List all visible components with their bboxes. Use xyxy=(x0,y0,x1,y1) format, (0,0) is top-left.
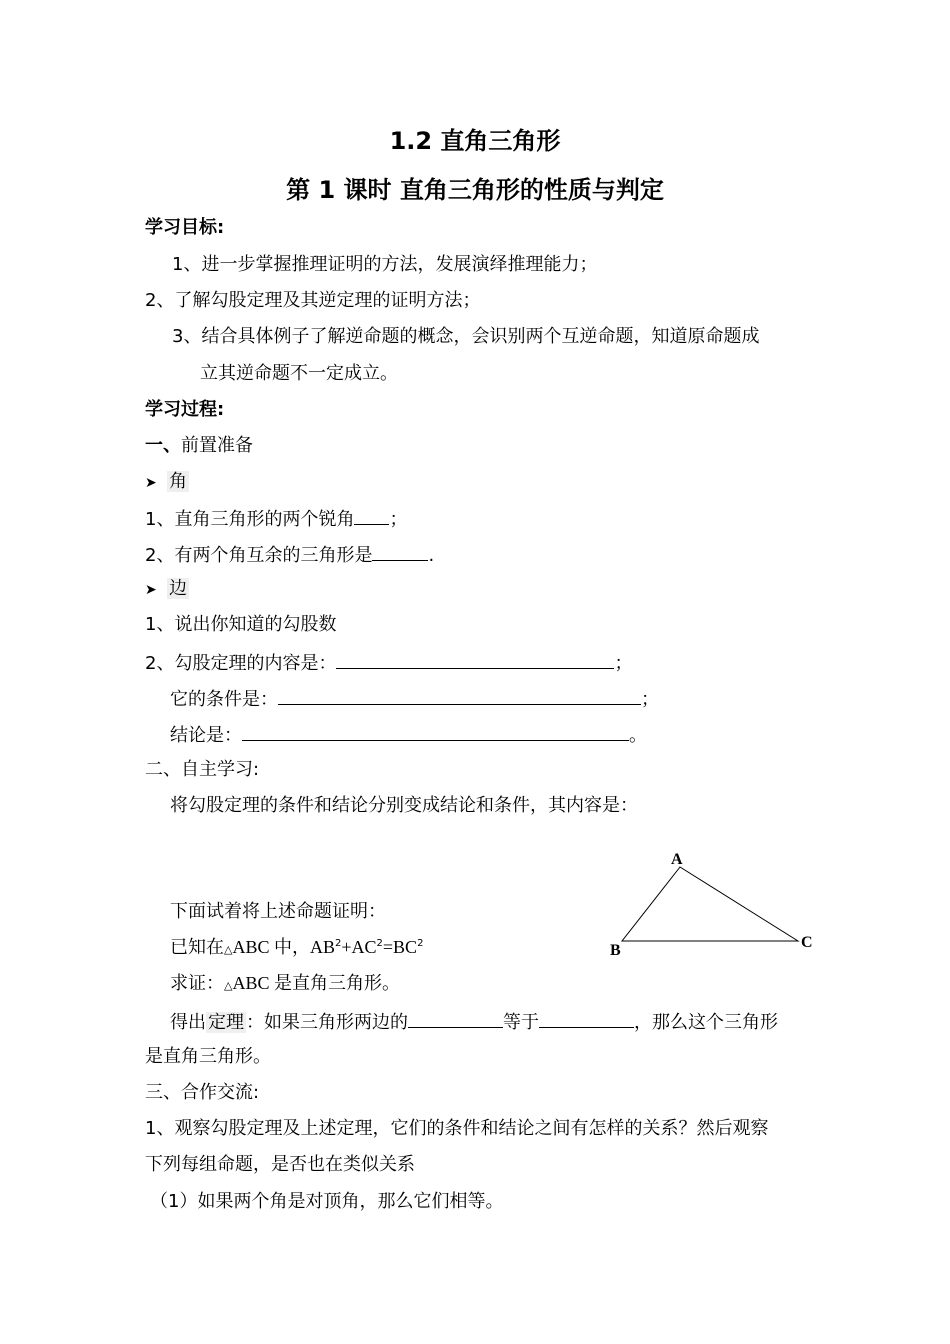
angle-label: 角 xyxy=(169,471,187,492)
exponent: 2 xyxy=(417,938,424,949)
objective-item-2: 2、了解勾股定理及其逆定理的证明方法； xyxy=(145,290,481,311)
theorem-highlight: 定理 xyxy=(208,1012,244,1033)
side-question-1: 1、说出你知道的勾股数 xyxy=(145,614,337,635)
theorem-suffix: ，那么这个三角形 xyxy=(634,1012,778,1033)
document-title: 1.2 直角三角形 xyxy=(389,127,561,155)
angle-subheading xyxy=(145,470,189,495)
given-mid: ABC 中，AB xyxy=(232,937,335,957)
section3-question-1-cont: 下列每组命题，是否也在类似关系 xyxy=(145,1154,415,1175)
triangle-symbol-icon: △ xyxy=(224,943,233,956)
given-statement xyxy=(170,935,423,962)
answer-blank[interactable] xyxy=(408,1009,503,1028)
try-prove-text: 下面试着将上述命题证明： xyxy=(170,901,386,922)
condition-text: 它的条件是： xyxy=(170,689,278,710)
answer-blank[interactable] xyxy=(336,650,614,669)
angle-q2-suffix: . xyxy=(428,545,435,566)
side-q2-suffix: ； xyxy=(614,653,633,674)
answer-blank[interactable] xyxy=(242,722,629,741)
objectives-heading: 学习目标: xyxy=(145,217,225,238)
vertex-a-label: A xyxy=(671,851,683,868)
answer-blank[interactable] xyxy=(539,1009,634,1028)
given-part-1: +AC xyxy=(341,937,377,957)
theorem-statement xyxy=(170,1009,778,1035)
prove-prefix: 求证： xyxy=(170,973,224,994)
theorem-prefix: 得出 xyxy=(170,1012,206,1033)
angle-q1-text: 1、直角三角形的两个锐角 xyxy=(145,509,355,530)
theorem-end: 是直角三角形。 xyxy=(145,1046,271,1067)
section3-sub-1: （1）如果两个角是对顶角，那么它们相等。 xyxy=(150,1191,504,1212)
arrow-bullet-icon: ➤ xyxy=(145,582,157,598)
triangle-abc-figure xyxy=(600,845,825,960)
angle-q2-text: 2、有两个角互余的三角形是 xyxy=(145,545,373,566)
section3-heading: 三、合作交流: xyxy=(145,1082,260,1103)
theorem-mid-1: ：如果三角形两边的 xyxy=(246,1012,408,1033)
condition-line xyxy=(170,686,659,712)
given-part-2: =BC xyxy=(382,937,418,957)
angle-question-1 xyxy=(145,506,407,532)
given-prefix: 已知在 xyxy=(170,937,224,958)
process-heading: 学习过程: xyxy=(145,399,225,420)
answer-blank[interactable] xyxy=(278,686,641,705)
side-subheading xyxy=(145,577,189,602)
objective-item-3-cont: 立其逆命题不一定成立。 xyxy=(200,363,398,384)
side-q2-text: 2、勾股定理的内容是： xyxy=(145,653,337,674)
objective-item-3: 3、结合具体例子了解逆命题的概念，会识别两个互逆命题，知道原命题成 xyxy=(172,326,760,347)
section1-title: 前置准备 xyxy=(181,435,253,456)
triangle-symbol-icon: △ xyxy=(224,979,233,992)
triangle-shape xyxy=(622,867,798,941)
side-question-2 xyxy=(145,650,632,676)
prove-suffix: ABC 是直角三角形。 xyxy=(232,973,400,993)
conclusion-line xyxy=(170,722,647,748)
angle-question-2 xyxy=(145,542,434,568)
side-label: 边 xyxy=(169,578,187,599)
vertex-b-label: B xyxy=(610,942,621,959)
conclusion-text: 结论是： xyxy=(170,725,242,746)
exponent: 2 xyxy=(334,938,342,949)
vertex-c-label: C xyxy=(801,934,813,951)
answer-blank[interactable] xyxy=(354,506,389,525)
exponent: 2 xyxy=(376,938,383,949)
lesson-subtitle: 第 1 课时 直角三角形的性质与判定 xyxy=(286,176,664,204)
section3-question-1: 1、观察勾股定理及上述定理，它们的条件和结论之间有怎样的关系？然后观察 xyxy=(145,1118,769,1139)
section1-number: 一、 xyxy=(145,435,181,456)
arrow-bullet-icon: ➤ xyxy=(145,475,157,491)
objective-item-1: 1、进一步掌握推理证明的方法，发展演绎推理能力； xyxy=(172,254,598,275)
section2-intro: 将勾股定理的条件和结论分别变成结论和条件，其内容是： xyxy=(170,795,638,816)
answer-blank[interactable] xyxy=(372,542,428,561)
section2-heading: 二、自主学习: xyxy=(145,759,260,780)
conclusion-suffix: 。 xyxy=(629,725,647,746)
prove-statement xyxy=(170,971,400,998)
section1-heading xyxy=(145,434,253,458)
angle-q1-suffix: ； xyxy=(389,509,408,530)
theorem-mid-2: 等于 xyxy=(503,1012,539,1033)
condition-suffix: ； xyxy=(641,689,659,710)
